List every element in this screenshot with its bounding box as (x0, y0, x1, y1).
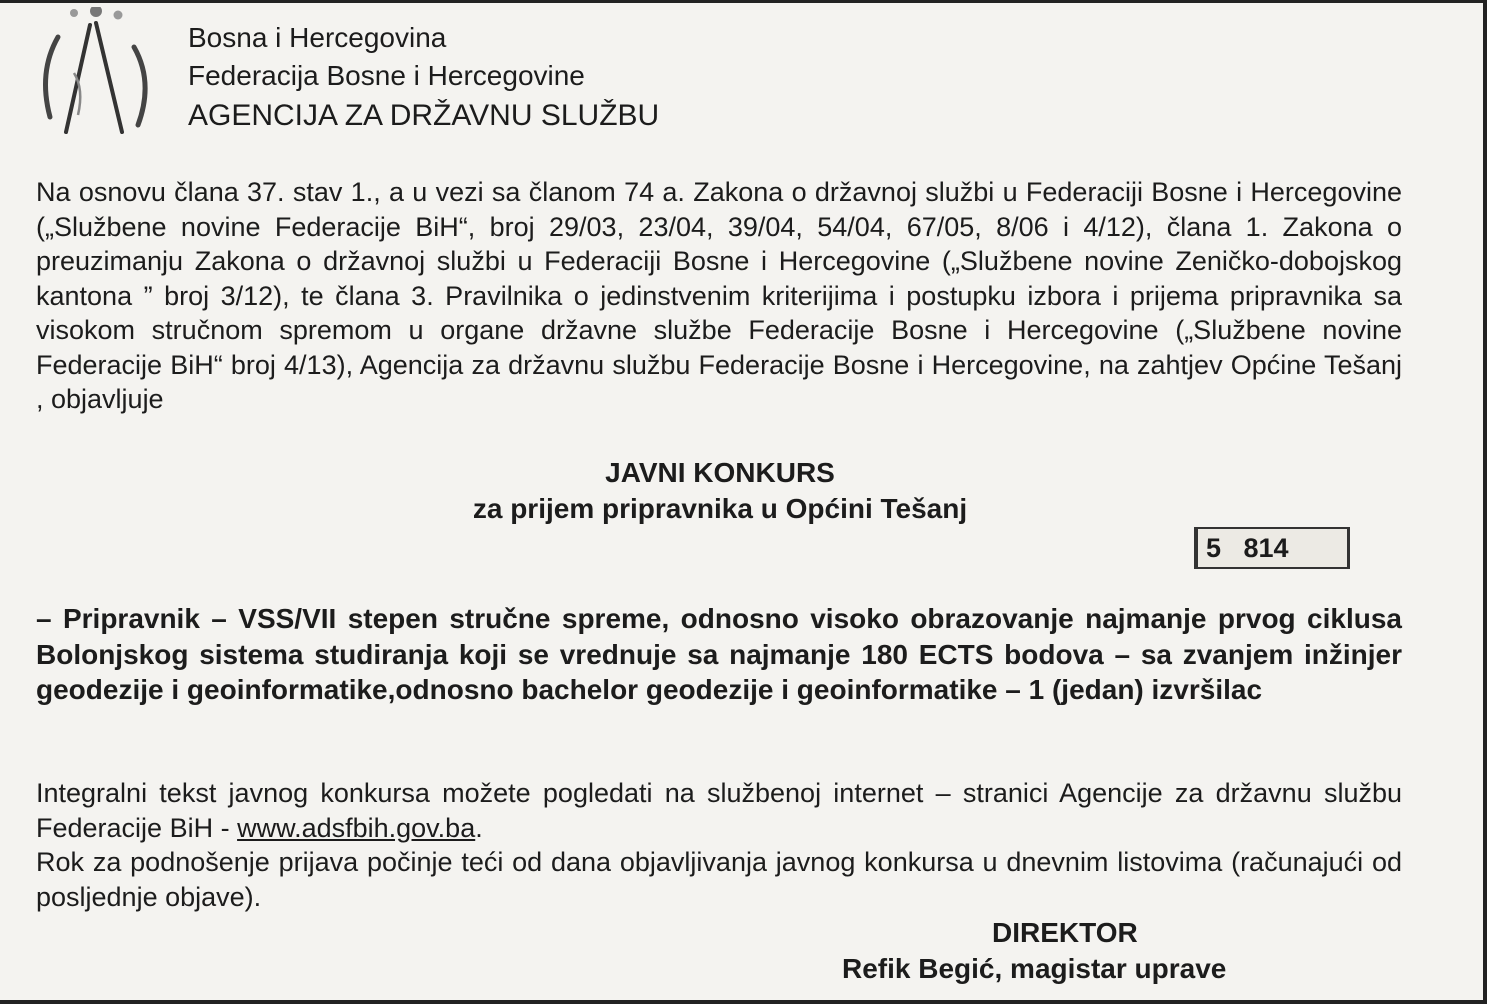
signature-name: Refik Begić, magistar uprave (842, 953, 1227, 984)
agency-website-link[interactable]: www.adsfbih.gov.ba (237, 812, 476, 843)
agency-logo-icon (30, 7, 160, 137)
header-federation: Federacija Bosne i Hercegovine (188, 60, 585, 91)
header-country: Bosna i Hercegovina (188, 22, 447, 53)
document-header (188, 19, 659, 135)
page-title: JAVNI KONKURS (605, 457, 835, 488)
position-description: – Pripravnik – VSS/VII stepen stručne spreme, odnosno visoko obrazovanje najmanje prvog ciklusa Bolonjskog sistema studiranja koji se vrednuje sa najmanje 180 ECTS bodova – sa zvanjem inžinjer geodezije i geoinformatike,odnosno bachelor geodezije i geoinformatike – 1 (jedan) izvršilac (36, 603, 1402, 705)
info-text-end: . (475, 812, 483, 843)
intro-paragraph: Na osnovu člana 37. stav 1., a u vezi sa članom 74 a. Zakona o državnoj službi u Federaciji Bosne i Hercegovine („Službene novine Federacije BiH“, broj 29/03, 23/04, 39/04, 54/04, 67/05, 8/06 i 4/12), člana 1. Zakona o preuzimanju Zakona o državnoj službi u Federaciji Bosne i Hercegovine („Službene novine Zeničko-dobojskog kantona ” broj 3/12), te člana 3. Pravilnika o jedinstvenim kriterijima i postupku izbora i prijema pripravnika sa visokom stručnom spremom u organe državne službe Federacije Bosne i Hercegovine („Službene novine Federacije BiH“ broj 4/13), Agencija za državnu službu Federacije Bosne i Hercegovine, na zahtjev Općine Tešanj , objavljuje (36, 177, 1402, 414)
info-paragraph (36, 776, 1402, 845)
signature-title: DIREKTOR (992, 917, 1138, 948)
page-subtitle: za prijem pripravnika u Općini Tešanj (472, 493, 968, 524)
info-text: Integralni tekst javnog konkursa možete pogledati na službenoj internet – stranici Agencije za državnu službu Federacije BiH - (36, 778, 1402, 843)
reference-number-box: 5 814 (1194, 527, 1350, 569)
header-agency: AGENCIJA ZA DRŽAVNU SLUŽBU (188, 99, 660, 132)
deadline-paragraph: Rok za podnošenje prijava počinje teći od dana objavljivanja javnog konkursa u dnevnim listovima (računajući od posljednje objave). (36, 847, 1402, 912)
